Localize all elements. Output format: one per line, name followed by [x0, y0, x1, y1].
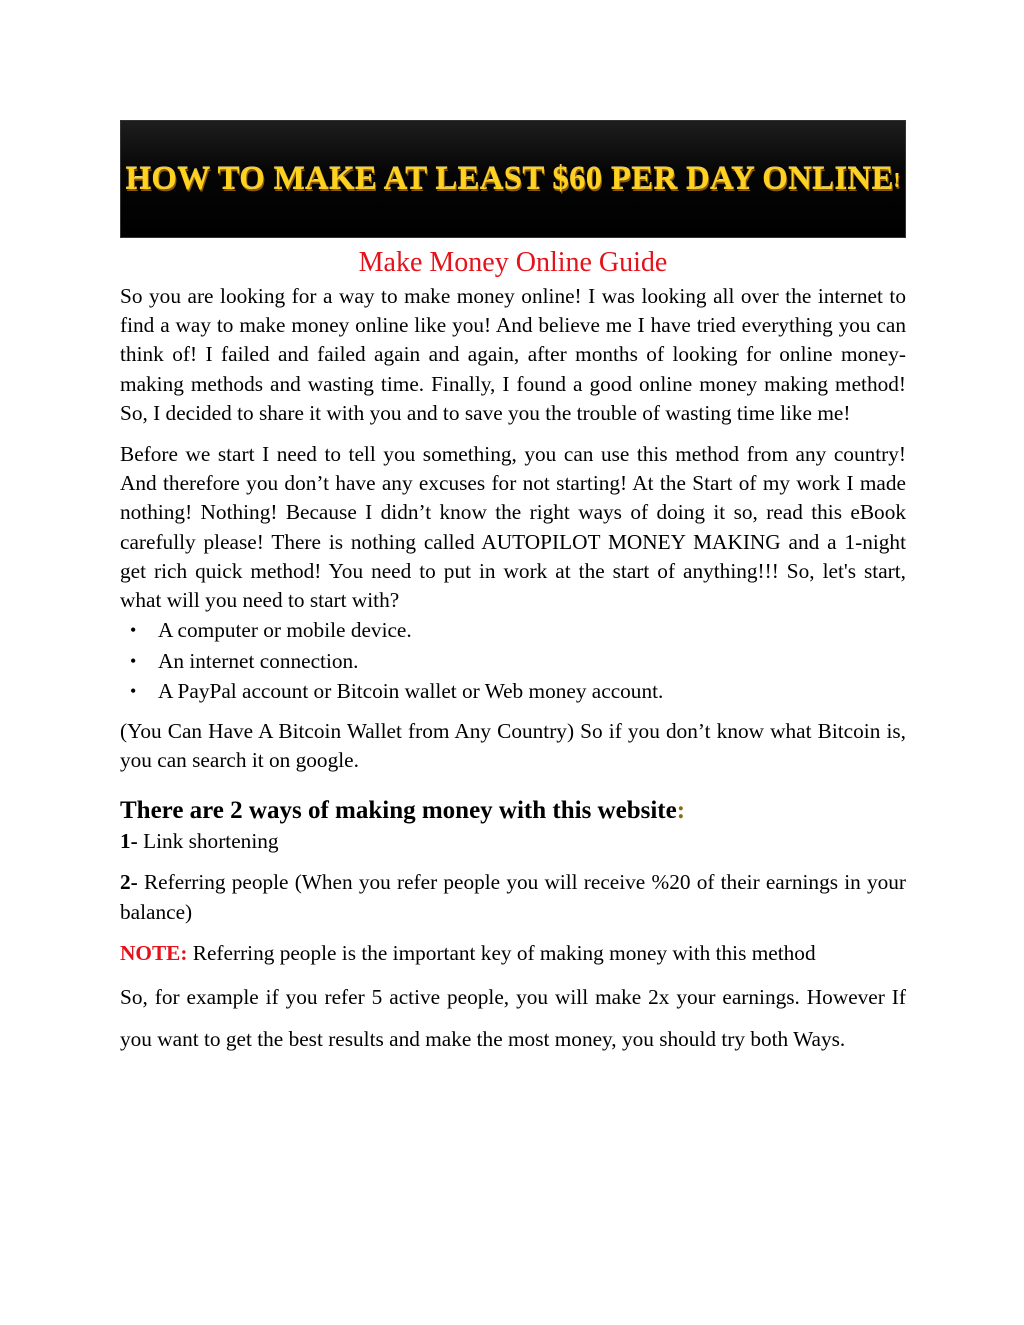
guide-subtitle: Make Money Online Guide — [358, 247, 668, 278]
closing-paragraph: So, for example if you refer 5 active people, you will make 2x your earnings. However If you want to get the best results and make the most money, you should try both Ways. — [120, 984, 906, 1052]
bullet-icon: • — [130, 650, 137, 671]
way-number: 1- — [120, 829, 138, 854]
requirement-text: A PayPal account or Bitcoin wallet or Web money account. — [158, 679, 664, 704]
document-page — [120, 120, 906, 1061]
way-number: 2- — [120, 870, 138, 895]
banner-title-text: HOW TO MAKE AT LEAST $60 PER DAY ONLINE — [125, 161, 894, 197]
ways-heading-colon: : — [676, 797, 686, 825]
before-start-paragraph: Before we start I need to tell you something, you can use this method from any country! And therefore you don’t have any excuses for not starting! At the Start of my work I made nothing! Nothing! Because I didn’t know the right ways of doing it so, read this eBook carefully please! There is nothing called AUTOPILOT MONEY MAKING and a 1-night get rich quick method! You need to put in work at the start of anything!!! So, let's start, what will you need to start with? — [120, 442, 906, 613]
banner-title-mark: ! — [893, 170, 901, 192]
banner-title — [125, 155, 900, 203]
requirement-text: A computer or mobile device. — [158, 618, 412, 643]
bullet-icon: • — [130, 620, 137, 641]
ways-heading — [120, 795, 906, 827]
list-item — [120, 676, 906, 707]
note-label: NOTE: — [120, 940, 188, 965]
way-text: Link shortening — [137, 829, 279, 854]
list-item — [120, 615, 906, 646]
way-item-referring — [120, 868, 906, 926]
requirement-text: An internet connection. — [158, 648, 359, 673]
note-paragraph — [120, 939, 906, 968]
way-item-link-shortening — [120, 827, 906, 856]
list-item — [120, 646, 906, 677]
bullet-icon: • — [130, 681, 137, 702]
ways-heading-text: There are 2 ways of making money with this website — [120, 797, 677, 825]
bitcoin-paragraph: (You Can Have A Bitcoin Wallet from Any Country) So if you don’t know what Bitcoin is, you can search it on google. — [120, 718, 906, 772]
requirements-list — [120, 615, 906, 707]
note-text: Referring people is the important key of making money with this method — [187, 940, 816, 965]
way-text: Referring people (When you refer people you will receive %20 of their earnings in your balance) — [120, 870, 906, 924]
title-banner — [120, 120, 906, 238]
intro-paragraph: So you are looking for a way to make money online! I was looking all over the internet to find a way to make money online like you! And believe me I have tried everything you can think of! I failed and failed again and again, after months of looking for online money-making methods and wasting time. Finally, I found a good online money making method! So, I decided to share it with you and to save you the trouble of wasting time like me! — [120, 284, 906, 425]
